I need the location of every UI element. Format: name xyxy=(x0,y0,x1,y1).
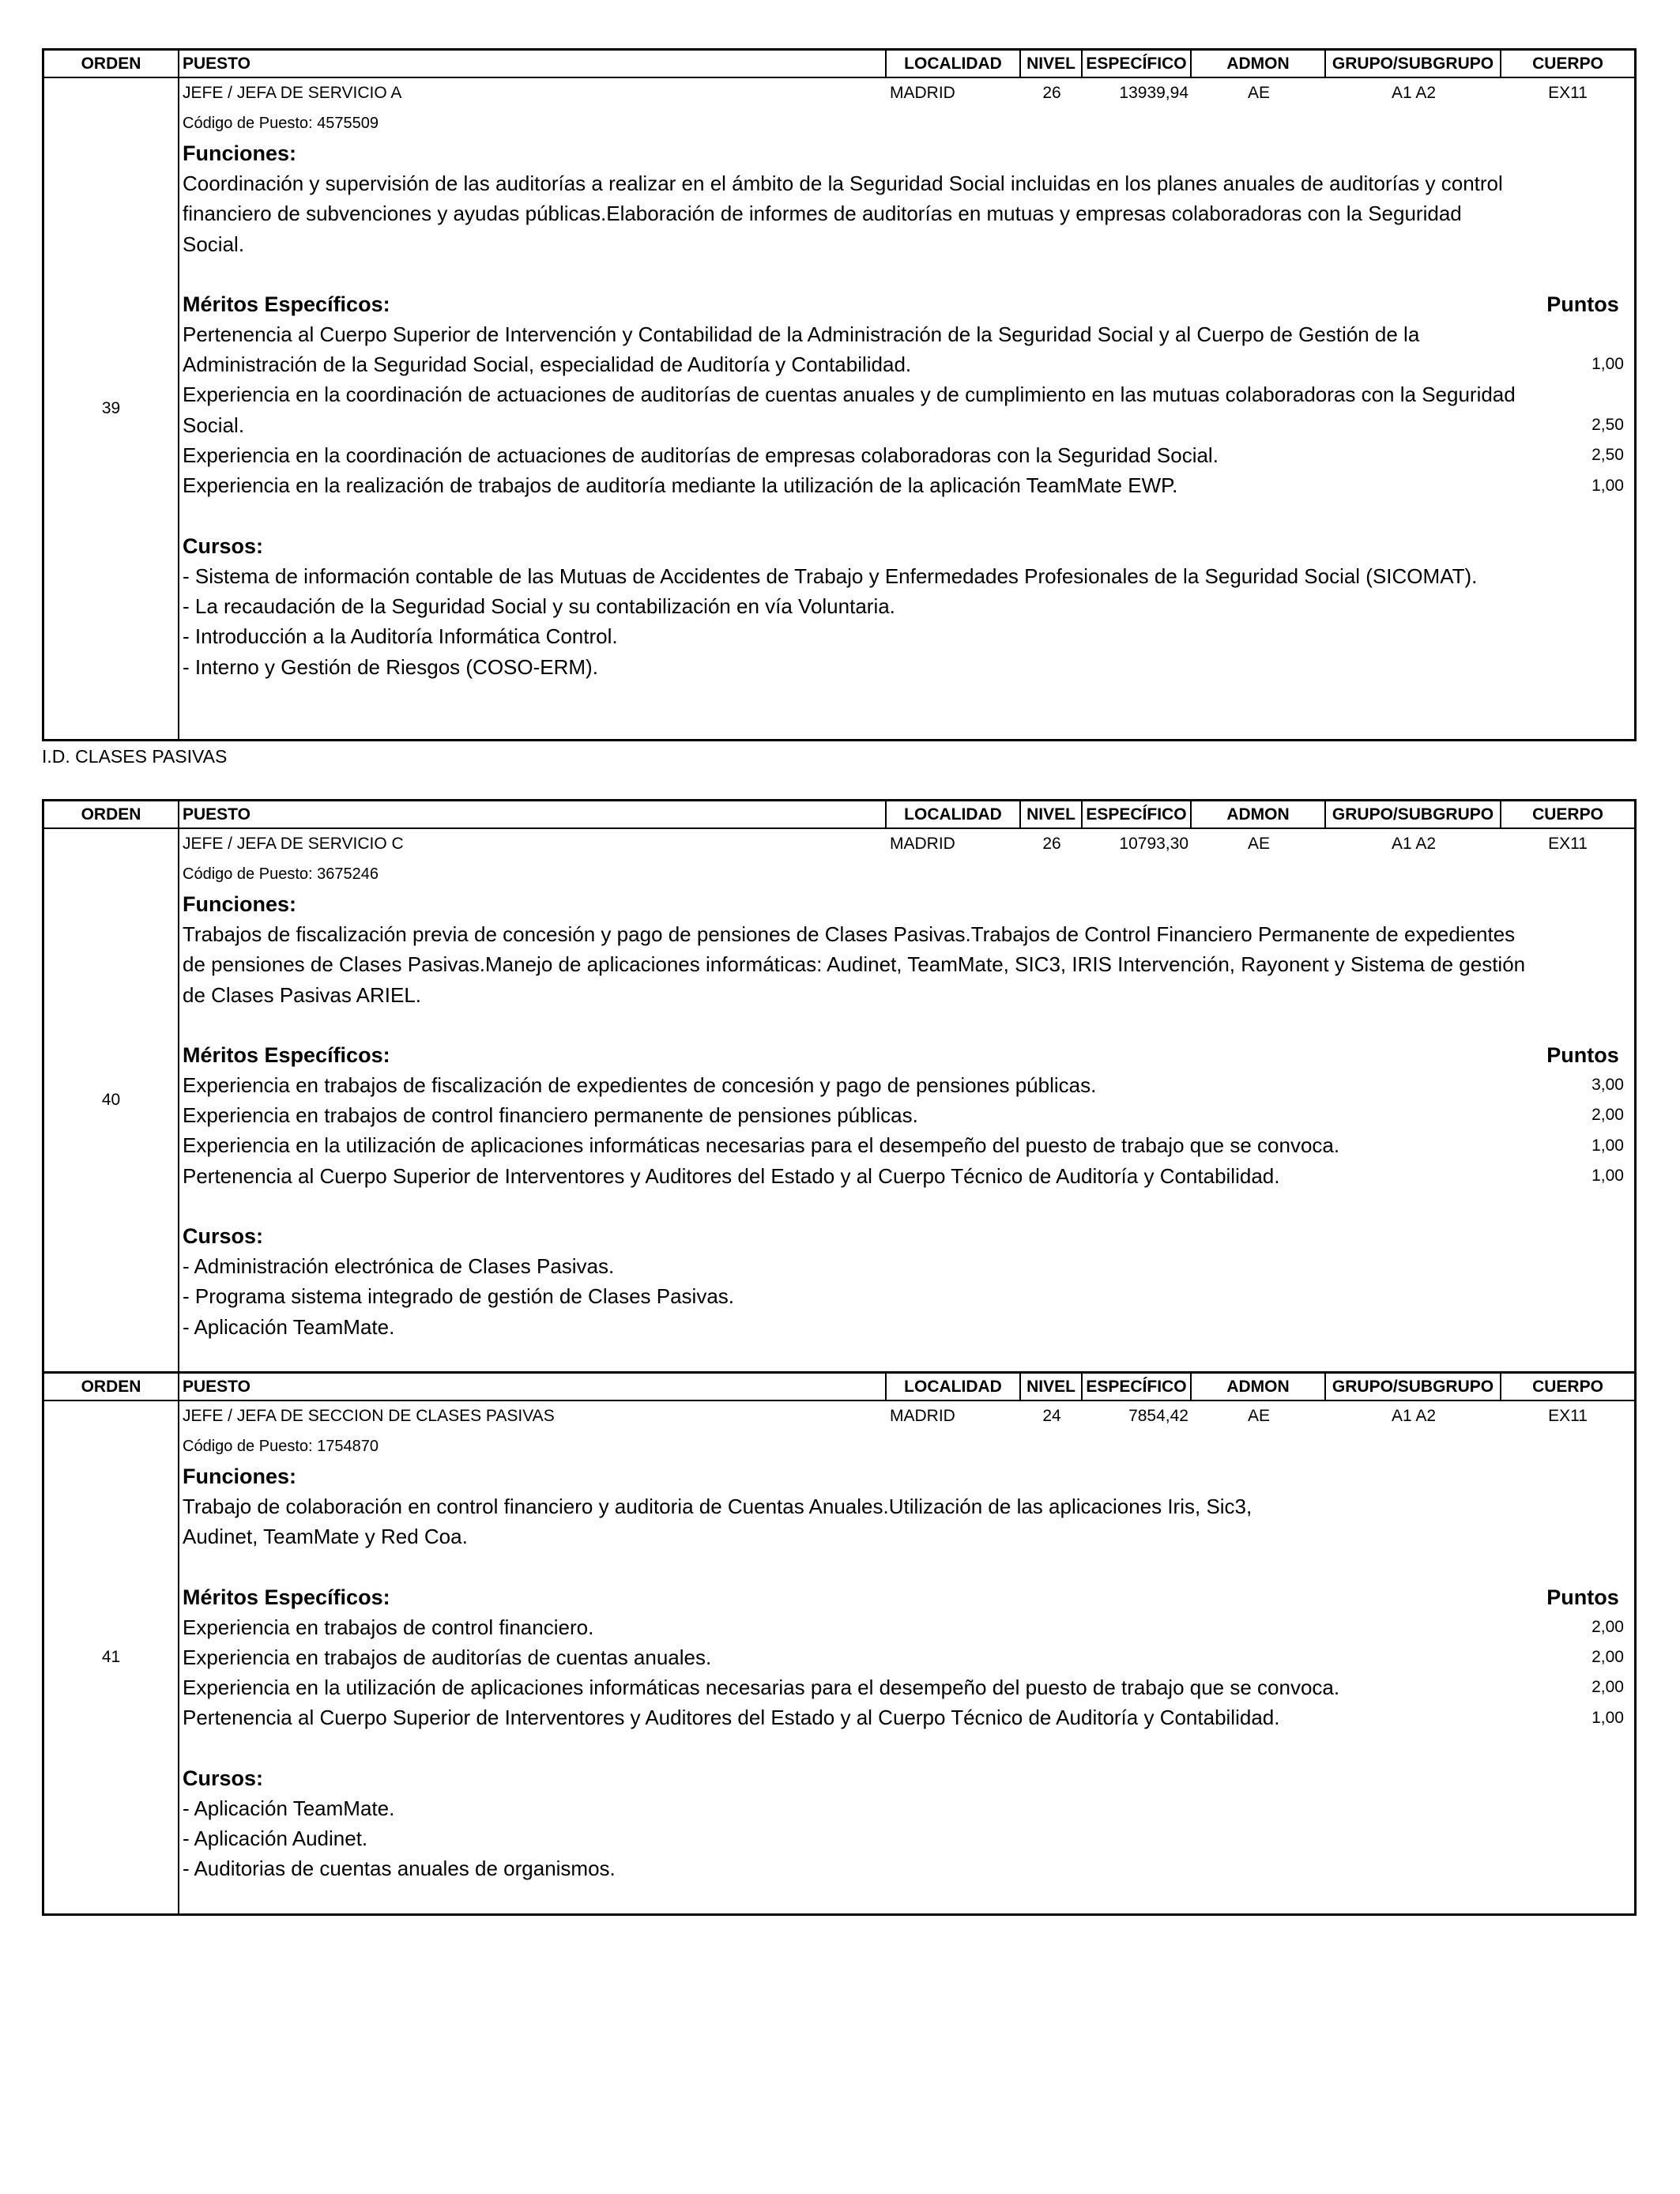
merito-puntos: 1,00 xyxy=(1591,355,1624,374)
entry-codigo: Código de Puesto: 4575509 xyxy=(183,115,379,132)
curso-item: - La recaudación de la Seguridad Social y su contabilización en vía Voluntaria. xyxy=(183,594,895,618)
table-header xyxy=(42,48,1637,78)
header-grupo: GRUPO/SUBGRUPO xyxy=(1326,801,1501,827)
merito-item xyxy=(183,470,1634,500)
header-localidad: LOCALIDAD xyxy=(887,801,1021,827)
merito-text: Experiencia en la utilización de aplicaciones informáticas necesarias para el desempeño del puesto de trabajo que se convoca. xyxy=(183,1676,1340,1700)
merito-puntos: 2,50 xyxy=(1591,446,1624,465)
merito-text: Experiencia en trabajos de control financiero. xyxy=(183,1615,594,1639)
entry-puesto: JEFE / JEFA DE SERVICIO C xyxy=(183,835,404,853)
merito-text: Experiencia en la coordinación de actuaciones de auditorías de empresas colaboradoras con la Seguridad Social. xyxy=(183,443,1219,468)
entry-grupo: A1 A2 xyxy=(1391,835,1437,853)
entry-nivel: 26 xyxy=(1042,835,1061,853)
entry-localidad: MADRID xyxy=(890,84,955,102)
entry-admon: AE xyxy=(1247,84,1270,102)
section-title: I.D. CLASES PASIVAS xyxy=(42,739,1637,799)
merito-puntos: 1,00 xyxy=(1591,1167,1624,1186)
header-nivel: NIVEL xyxy=(1021,1374,1083,1400)
header-grupo: GRUPO/SUBGRUPO xyxy=(1326,1374,1501,1400)
puntos-title: Puntos xyxy=(1546,292,1619,316)
entry-cuerpo: EX11 xyxy=(1548,835,1588,853)
merito-puntos: 2,00 xyxy=(1591,1106,1624,1125)
merito-puntos: 1,00 xyxy=(1591,1136,1624,1155)
entry-grupo: A1 A2 xyxy=(1391,1407,1437,1425)
merito-item xyxy=(183,1130,1634,1160)
header-puesto: PUESTO xyxy=(179,1374,887,1400)
curso-item: - Aplicación TeamMate. xyxy=(183,1796,395,1820)
entry-orden: 40 xyxy=(44,829,179,1371)
entry-admon: AE xyxy=(1247,1407,1270,1425)
entry-codigo: Código de Puesto: 1754870 xyxy=(183,1438,379,1455)
header-orden: ORDEN xyxy=(44,801,179,827)
curso-item: - Interno y Gestión de Riesgos (COSO-ERM). xyxy=(183,654,598,679)
merito-item xyxy=(183,1100,1634,1130)
funciones-title: Funciones: xyxy=(183,892,297,916)
header-cuerpo: CUERPO xyxy=(1532,54,1603,73)
meritos-header xyxy=(183,289,1634,319)
entry-content xyxy=(179,78,1634,739)
merito-puntos: 1,00 xyxy=(1591,476,1624,495)
puntos-title: Puntos xyxy=(1546,1585,1619,1609)
entry-row xyxy=(42,829,1637,1371)
entry-puesto: JEFE / JEFA DE SECCION DE CLASES PASIVAS xyxy=(183,1407,555,1425)
entry-nivel: 26 xyxy=(1042,84,1061,102)
merito-text: Experiencia en la realización de trabajos de auditoría mediante la utilización de la aplicación TeamMate EWP. xyxy=(183,473,1178,498)
merito-text: Experiencia en la utilización de aplicaciones informáticas necesarias para el desempeño del puesto de trabajo que se convoca. xyxy=(183,1133,1340,1158)
curso-item: - Auditorias de cuentas anuales de organismos. xyxy=(183,1857,616,1881)
merito-puntos: 3,00 xyxy=(1591,1076,1624,1095)
meritos-header xyxy=(183,1040,1634,1070)
merito-item xyxy=(183,440,1634,470)
merito-text: Pertenencia al Cuerpo Superior de Interventores y Auditores del Estado y al Cuerpo Técnico de Auditoría y Contabilidad. xyxy=(183,1163,1280,1188)
entry-row xyxy=(42,1401,1637,1913)
merito-text: Experiencia en trabajos de control financiero permanente de pensiones públicas. xyxy=(183,1103,918,1128)
entry-orden: 39 xyxy=(44,78,179,739)
entry-cuerpo: EX11 xyxy=(1548,1407,1588,1425)
meritos-header xyxy=(183,1582,1634,1612)
header-admon: ADMON xyxy=(1192,801,1326,827)
curso-item: - Administración electrónica de Clases Pasivas. xyxy=(183,1254,615,1279)
merito-item xyxy=(183,1672,1634,1702)
merito-puntos: 2,00 xyxy=(1591,1678,1624,1697)
merito-item xyxy=(183,1612,1634,1642)
header-especifico: ESPECÍFICO xyxy=(1083,51,1192,77)
header-nivel: NIVEL xyxy=(1021,801,1083,827)
cursos-title: Cursos: xyxy=(183,1224,264,1249)
entry-admon: AE xyxy=(1247,835,1270,853)
header-grupo: GRUPO/SUBGRUPO xyxy=(1326,51,1501,77)
merito-text: Pertenencia al Cuerpo Superior de Intervención y Contabilidad de la Administración de la Seguridad Social y al Cuerpo de Gestión de la Administración de la Seguridad Social, especialidad de Auditoría y Contabilidad. xyxy=(183,322,1420,377)
curso-item: - Sistema de información contable de las Mutuas de Accidentes de Trabajo y Enfermedades Profesionales de la Seguridad Social (SICOMAT). xyxy=(183,564,1478,588)
puntos-title: Puntos xyxy=(1546,1042,1619,1067)
entry-localidad: MADRID xyxy=(890,835,955,853)
header-orden: ORDEN xyxy=(44,1374,179,1400)
header-puesto: PUESTO xyxy=(179,801,887,827)
merito-item xyxy=(183,1070,1634,1100)
entry-especifico: 13939,94 xyxy=(1119,84,1188,102)
funciones-text: Coordinación y supervisión de las auditorías a realizar en el ámbito de la Seguridad Social incluidas en los planes anuales de auditorías y control financiero de subvenciones y ayudas públicas.Elaboración de informes de auditorías en mutuas y empresas colaboradoras con la Seguridad Social. xyxy=(183,172,1503,256)
cursos-title: Cursos: xyxy=(183,1766,264,1790)
curso-item: - Introducción a la Auditoría Informática Control. xyxy=(183,624,618,649)
entry-content xyxy=(179,1401,1634,1913)
entry-summary xyxy=(183,1401,1634,1431)
funciones-text: Trabajos de fiscalización previa de concesión y pago de pensiones de Clases Pasivas.Trabajos de Control Financiero Permanente de expedientes de pensiones de Clases Pasivas.Manejo de aplicaciones informáticas: Audinet, TeamMate, SIC3, IRIS Intervención, Rayonent y Sistema de gestión de Clases Pasivas ARIEL. xyxy=(183,922,1526,1007)
merito-item xyxy=(183,1702,1634,1732)
header-admon: ADMON xyxy=(1192,51,1326,77)
document-page xyxy=(42,48,1637,1916)
entry-orden: 41 xyxy=(44,1401,179,1913)
meritos-title: Méritos Específicos: xyxy=(183,1585,390,1609)
merito-item xyxy=(183,319,1634,380)
entry-especifico: 10793,30 xyxy=(1119,835,1188,853)
table-header xyxy=(42,799,1637,829)
header-cuerpo: CUERPO xyxy=(1532,1377,1603,1396)
meritos-title: Méritos Específicos: xyxy=(183,1042,390,1067)
entry-codigo: Código de Puesto: 3675246 xyxy=(183,865,379,883)
entry-cuerpo: EX11 xyxy=(1548,84,1588,102)
merito-item xyxy=(183,1161,1634,1191)
header-cuerpo: CUERPO xyxy=(1532,805,1603,824)
curso-item: - Aplicación TeamMate. xyxy=(183,1314,395,1339)
merito-puntos: 2,00 xyxy=(1591,1648,1624,1667)
header-especifico: ESPECÍFICO xyxy=(1083,1374,1192,1400)
entry-puesto: JEFE / JEFA DE SERVICIO A xyxy=(183,84,402,102)
curso-item: - Programa sistema integrado de gestión de Clases Pasivas. xyxy=(183,1284,735,1309)
table-header xyxy=(42,1371,1637,1401)
header-orden: ORDEN xyxy=(44,51,179,77)
meritos-title: Méritos Específicos: xyxy=(183,292,390,316)
table-bottom-border xyxy=(42,1913,1637,1916)
merito-text: Experiencia en la coordinación de actuaciones de auditorías de cuentas anuales y de cumplimiento en las mutuas colaboradoras con la Seguridad Social. xyxy=(183,383,1516,437)
cursos-title: Cursos: xyxy=(183,533,264,558)
header-localidad: LOCALIDAD xyxy=(887,51,1021,77)
merito-text: Experiencia en trabajos de auditorías de cuentas anuales. xyxy=(183,1645,712,1669)
entry-nivel: 24 xyxy=(1042,1407,1061,1425)
header-admon: ADMON xyxy=(1192,1374,1326,1400)
entry-summary xyxy=(183,78,1634,108)
merito-puntos: 1,00 xyxy=(1591,1708,1624,1727)
entry-especifico: 7854,42 xyxy=(1128,1407,1188,1425)
entry-localidad: MADRID xyxy=(890,1407,955,1425)
header-especifico: ESPECÍFICO xyxy=(1083,801,1192,827)
funciones-title: Funciones: xyxy=(183,1465,297,1488)
curso-item: - Aplicación Audinet. xyxy=(183,1826,368,1851)
merito-puntos: 2,00 xyxy=(1591,1617,1624,1636)
merito-text: Pertenencia al Cuerpo Superior de Interventores y Auditores del Estado y al Cuerpo Técnico de Auditoría y Contabilidad. xyxy=(183,1706,1280,1730)
header-nivel: NIVEL xyxy=(1021,51,1083,77)
entry-summary xyxy=(183,829,1634,859)
merito-item xyxy=(183,1642,1634,1672)
merito-text: Experiencia en trabajos de fiscalización de expedientes de concesión y pago de pensiones públicas. xyxy=(183,1072,1097,1097)
entry-row xyxy=(42,78,1637,739)
merito-puntos: 2,50 xyxy=(1591,416,1624,435)
entry-grupo: A1 A2 xyxy=(1391,84,1437,102)
header-puesto: PUESTO xyxy=(179,51,887,77)
header-localidad: LOCALIDAD xyxy=(887,1374,1021,1400)
merito-item xyxy=(183,379,1634,440)
funciones-title: Funciones: xyxy=(183,141,297,165)
funciones-text: Trabajo de colaboración en control financiero y auditoria de Cuentas Anuales.Utilización de las aplicaciones Iris, Sic3, Audinet, TeamMate y Red Coa. xyxy=(183,1495,1252,1549)
entry-content xyxy=(179,829,1634,1371)
